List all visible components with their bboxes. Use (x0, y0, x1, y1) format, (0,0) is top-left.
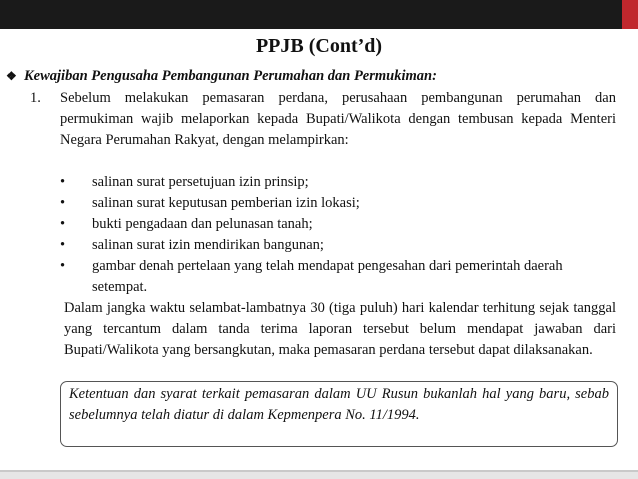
bullet-icon: • (60, 195, 66, 211)
list-item (60, 172, 616, 193)
note-box (60, 381, 618, 447)
bullet-icon: • (60, 258, 66, 274)
bullet-icon: • (60, 237, 66, 253)
list-item (60, 193, 616, 214)
section-heading (6, 67, 632, 85)
diamond-bullet-icon: ❖ (6, 69, 17, 83)
list-item-text: salinan surat keputusan pemberian izin lokasi; (92, 195, 360, 211)
bullet-icon: • (60, 174, 66, 190)
attachment-list (60, 172, 616, 298)
list-number: 1. (30, 90, 41, 106)
list-item-text: salinan surat izin mendirikan bangunan; (92, 237, 324, 253)
bullet-icon: • (60, 216, 66, 232)
section-heading-text: Kewajiban Pengusaha Pembangunan Perumahan dan Permukiman: (24, 68, 437, 84)
list-item (60, 256, 616, 298)
list-item (60, 235, 616, 256)
deadline-paragraph: Dalam jangka waktu selambat-lambatnya 30 (tiga puluh) hari kalendar terhitung sejak tanggal yang tercantum dalam tanda terima laporan tersebut belum mendapat jawaban dari Bupati/Walikota yang bersangkutan, maka pemasaran perdana tersebut dapat dilaksanakan. (64, 300, 616, 358)
list-item-text: bukti pengadaan dan pelunasan tanah; (92, 216, 313, 232)
slide-title: PPJB (Cont’d) (255, 35, 383, 57)
list-item-text: salinan surat persetujuan izin prinsip; (92, 174, 309, 190)
bottom-border (0, 470, 638, 479)
list-item-text: gambar denah pertelaan yang telah mendapat pengesahan dari pemerintah daerah setempat. (92, 258, 563, 295)
intro-paragraph: Sebelum melakukan pemasaran perdana, perusahaan pembangunan perumahan dan permukiman wajib melaporkan kepada Bupati/Walikota dengan tembusan kepada Menteri Negara Perumahan Rakyat, dengan melampirkan: (60, 90, 616, 148)
list-item (60, 214, 616, 235)
note-text: Ketentuan dan syarat terkait pemasaran dalam UU Rusun bukanlah hal yang baru, sebab sebelumnya telah diatur di dalam Kepmenpera No. 11/1994. (69, 386, 609, 423)
